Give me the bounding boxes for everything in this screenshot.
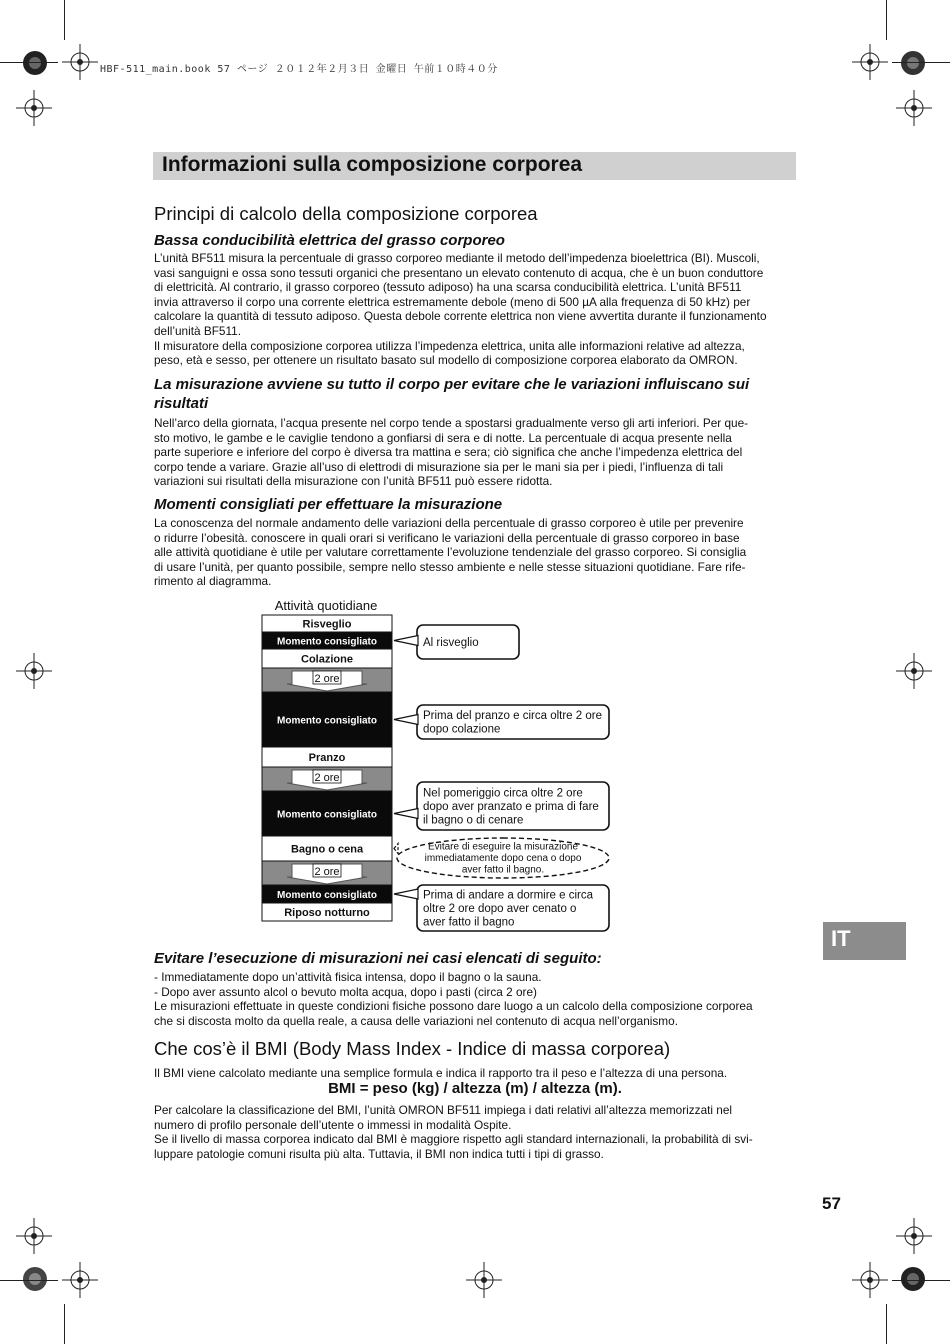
diagram-duration-label: 2 ore <box>314 673 340 685</box>
section-title: Informazioni sulla composizione corporea <box>162 153 583 176</box>
text-line: o ridurre l’obesità. conoscere in quali orari si verificano le variazioni della percentuale di grasso corporeo in base <box>154 530 740 545</box>
conductivity-subheading: Bassa conducibilità elettrica del grasso corporeo <box>154 232 505 249</box>
callout-pointer <box>394 636 418 646</box>
text-line: Se il livello di massa corporea indicato dal BMI è maggiore rispetto agli standard internazionali, la probabilità di svi- <box>154 1132 753 1147</box>
crop-line <box>892 62 950 63</box>
text-line: sto motivo, le gambe e le caviglie tendono a gonfiarsi di sera e di notte. La percentuale di acqua presente nella <box>154 430 732 445</box>
registration-mark-top-left <box>62 44 98 80</box>
whole-body-paragraph <box>154 416 796 489</box>
text-line: rimento al diagramma. <box>154 574 272 589</box>
registration-mark-bottom-right <box>852 1262 888 1298</box>
registration-mark-left-upper <box>16 90 52 126</box>
diagram-activity-label: Pranzo <box>308 752 346 764</box>
text-line: che si discosta molto da quella reale, a causa delle variazioni nel contenuto di acqua nell’organismo. <box>154 1013 678 1028</box>
list-item: - Dopo aver assunto alcol o bevuto molta acqua, dopo i pasti (circa 2 ore) <box>154 984 537 999</box>
subheading-line: risultati <box>154 395 209 412</box>
text-line: parte superiore e inferiore del corpo è diversa tra mattina e sera; ciò significa che anche l’impedenza elettrica del <box>154 445 743 460</box>
text-line: corpo tende a variare. Grazie all’uso di elettrodi di misurazione sia per le mani sia per i piedi, l’influenza di tali <box>154 459 724 474</box>
crop-line <box>0 62 58 63</box>
avoid-heading: Evitare l’esecuzione di misurazioni nei casi elencati di seguito: <box>154 950 602 967</box>
text-line: invia attraverso il corpo una corrente elettrica estremamente debole (meno di 500 µA alla frequenza di 50 kHz) per <box>154 294 751 309</box>
bmi-paragraph <box>154 1103 796 1161</box>
text-line: Il misuratore della composizione corporea utilizza l’impedenza elettrica, unita alle informazioni relative ad altezza, <box>154 338 745 353</box>
callout-text: aver fatto il bagno <box>423 916 515 929</box>
callout-text: immediatamente dopo cena o dopo <box>424 852 582 864</box>
registration-mark-left-lower <box>16 1218 52 1254</box>
text-line: numero di profilo personale dell’utente o immessi in modalità Ospite. <box>154 1117 512 1132</box>
text-line: calcolare la quantità di tessuto adiposo. Questa debole corrente elettrica non viene avvertita durante il funzionamento <box>154 309 767 324</box>
diagram-recommended-label: Momento consigliato <box>277 636 377 648</box>
callout-text: oltre 2 ore dopo aver cenato o <box>423 902 577 915</box>
text-line: di usare l’unità, per quanto possibile, sempre nello stesso ambiente e nelle stesse situazioni quotidiane. Fare rife- <box>154 559 746 574</box>
registration-mark-bottom-left <box>62 1262 98 1298</box>
diagram-duration-label: 2 ore <box>314 772 340 784</box>
crop-line <box>64 0 65 40</box>
callout-text: Al risveglio <box>423 636 479 649</box>
text-line: dell’unità BF511. <box>154 323 242 338</box>
text-line: variazioni sui risultati della misurazione con l’unità BF511 può essere ridotta. <box>154 474 553 489</box>
registration-mark-right-lower <box>896 1218 932 1254</box>
diagram-activity-label: Colazione <box>301 653 353 666</box>
callout-text: Prima del pranzo e circa oltre 2 ore <box>423 710 602 722</box>
registration-mark-right-upper <box>896 90 932 126</box>
diagram-title: Attività quotidiane <box>274 598 378 613</box>
crop-line <box>0 1280 58 1281</box>
principles-heading: Principi di calcolo della composizione corporea <box>154 203 538 224</box>
diagram-recommended-label: Momento consigliato <box>277 809 377 821</box>
callout-text: il bagno o di cenare <box>423 814 524 827</box>
callout-pointer <box>394 809 418 819</box>
crop-line <box>886 1304 887 1344</box>
color-target-bottom-right <box>900 1266 926 1292</box>
subheading-line: La misurazione avviene su tutto il corpo per evitare che le variazioni influiscano sui <box>154 376 750 393</box>
whole-body-subheading <box>154 375 796 413</box>
callout-text: dopo aver pranzato e prima di fare <box>423 800 599 813</box>
registration-mark-right-middle <box>896 653 932 689</box>
page-number: 57 <box>822 1194 841 1213</box>
text-line: L’unità BF511 misura la percentuale di grasso corporeo mediante il metodo dell’impedenza bioelettrica (BI). Muscoli, <box>154 251 760 265</box>
language-tab <box>823 922 906 960</box>
timing-paragraph <box>154 516 796 589</box>
callout-text: dopo colazione <box>423 723 501 736</box>
print-header: HBF-511_main.book 57 ページ ２０１２年２月３日 金曜日 午前１０時４０分 <box>100 64 498 75</box>
registration-mark-bottom-center <box>466 1262 502 1298</box>
crop-line <box>64 1304 65 1344</box>
diagram-activity-label: Bagno o cena <box>290 843 364 856</box>
diagram-recommended-label: Momento consigliato <box>277 715 377 727</box>
crop-line <box>892 1280 950 1281</box>
bmi-formula: BMI = peso (kg) / altezza (m) / altezza (m). <box>328 1080 622 1097</box>
conductivity-paragraph <box>154 251 796 368</box>
registration-mark-left-middle <box>16 653 52 689</box>
text-line: Nell’arco della giornata, l’acqua presente nel corpo tende a spostarsi gradualmente verso gli arti inferiori. Per que- <box>154 416 749 430</box>
callout-text: Prima di andare a dormire e circa <box>423 889 594 902</box>
language-code: IT <box>831 926 851 951</box>
text-line: peso, età e sesso, per ottenere un risultato basato sul modello di composizione corporea elaborato da OMRON. <box>154 353 738 368</box>
text-line: La conoscenza del normale andamento delle variazioni della percentuale di grasso corporeo è utile per prevenire <box>154 516 744 530</box>
diagram-activity-label: Risveglio <box>302 618 352 631</box>
text-line: alle attività quotidiane è utile per valutare correttamente l’evoluzione tendenziale del grasso corporeo. Si consiglia <box>154 545 747 560</box>
text-line: luppare patologie comuni risulta più alta. Tuttavia, il BMI non indica tutti i tipi di grasso. <box>154 1146 604 1161</box>
text-line: di elettricità. Al contrario, il grasso corporeo (tessuto adiposo) ha una scarsa conducibilità elettrica. L’unità BF511 <box>154 280 742 295</box>
text-line: Per calcolare la classificazione del BMI, l’unità OMRON BF511 impiega i dati relativi all’altezza memorizzati nel <box>154 1103 733 1117</box>
diagram-duration-label: 2 ore <box>314 866 340 878</box>
callout-text: Nel pomeriggio circa oltre 2 ore <box>423 787 583 800</box>
timing-subheading: Momenti consigliati per effettuare la misurazione <box>154 496 503 513</box>
callout-pointer <box>394 889 418 899</box>
callout-text: aver fatto il bagno. <box>461 864 545 876</box>
callout-pointer <box>394 844 398 854</box>
section-title-bar <box>153 152 796 180</box>
crop-line <box>886 0 887 40</box>
text-line: vasi sanguigni e ossa sono tessuti organici che presentano un elevato contenuto di acqua, che è un buon conduttore <box>154 265 764 280</box>
registration-mark-top-right <box>852 44 888 80</box>
color-target-bottom-left <box>22 1266 48 1292</box>
diagram-recommended-label: Momento consigliato <box>277 890 377 901</box>
color-target-top-right <box>900 50 926 76</box>
callout-text: Evitare di eseguire la misurazione <box>427 841 579 853</box>
color-target-top-left <box>22 50 48 76</box>
text-line: Le misurazioni effettuate in queste condizioni fisiche possono dare luogo a un calcolo della composizione corporea <box>154 999 753 1014</box>
diagram-activity-label: Riposo notturno <box>284 907 370 919</box>
bmi-intro: Il BMI viene calcolato mediante una semplice formula e indica il rapporto tra il peso e l’altezza di una persona. <box>154 1066 728 1080</box>
avoid-list <box>154 970 796 1028</box>
bmi-heading: Che cos’è il BMI (Body Mass Index - Indice di massa corporea) <box>154 1038 671 1059</box>
daily-activity-diagram <box>260 598 620 938</box>
callout-pointer <box>394 715 418 725</box>
list-item: - Immediatamente dopo un’attività fisica intensa, dopo il bagno o la sauna. <box>154 970 542 984</box>
